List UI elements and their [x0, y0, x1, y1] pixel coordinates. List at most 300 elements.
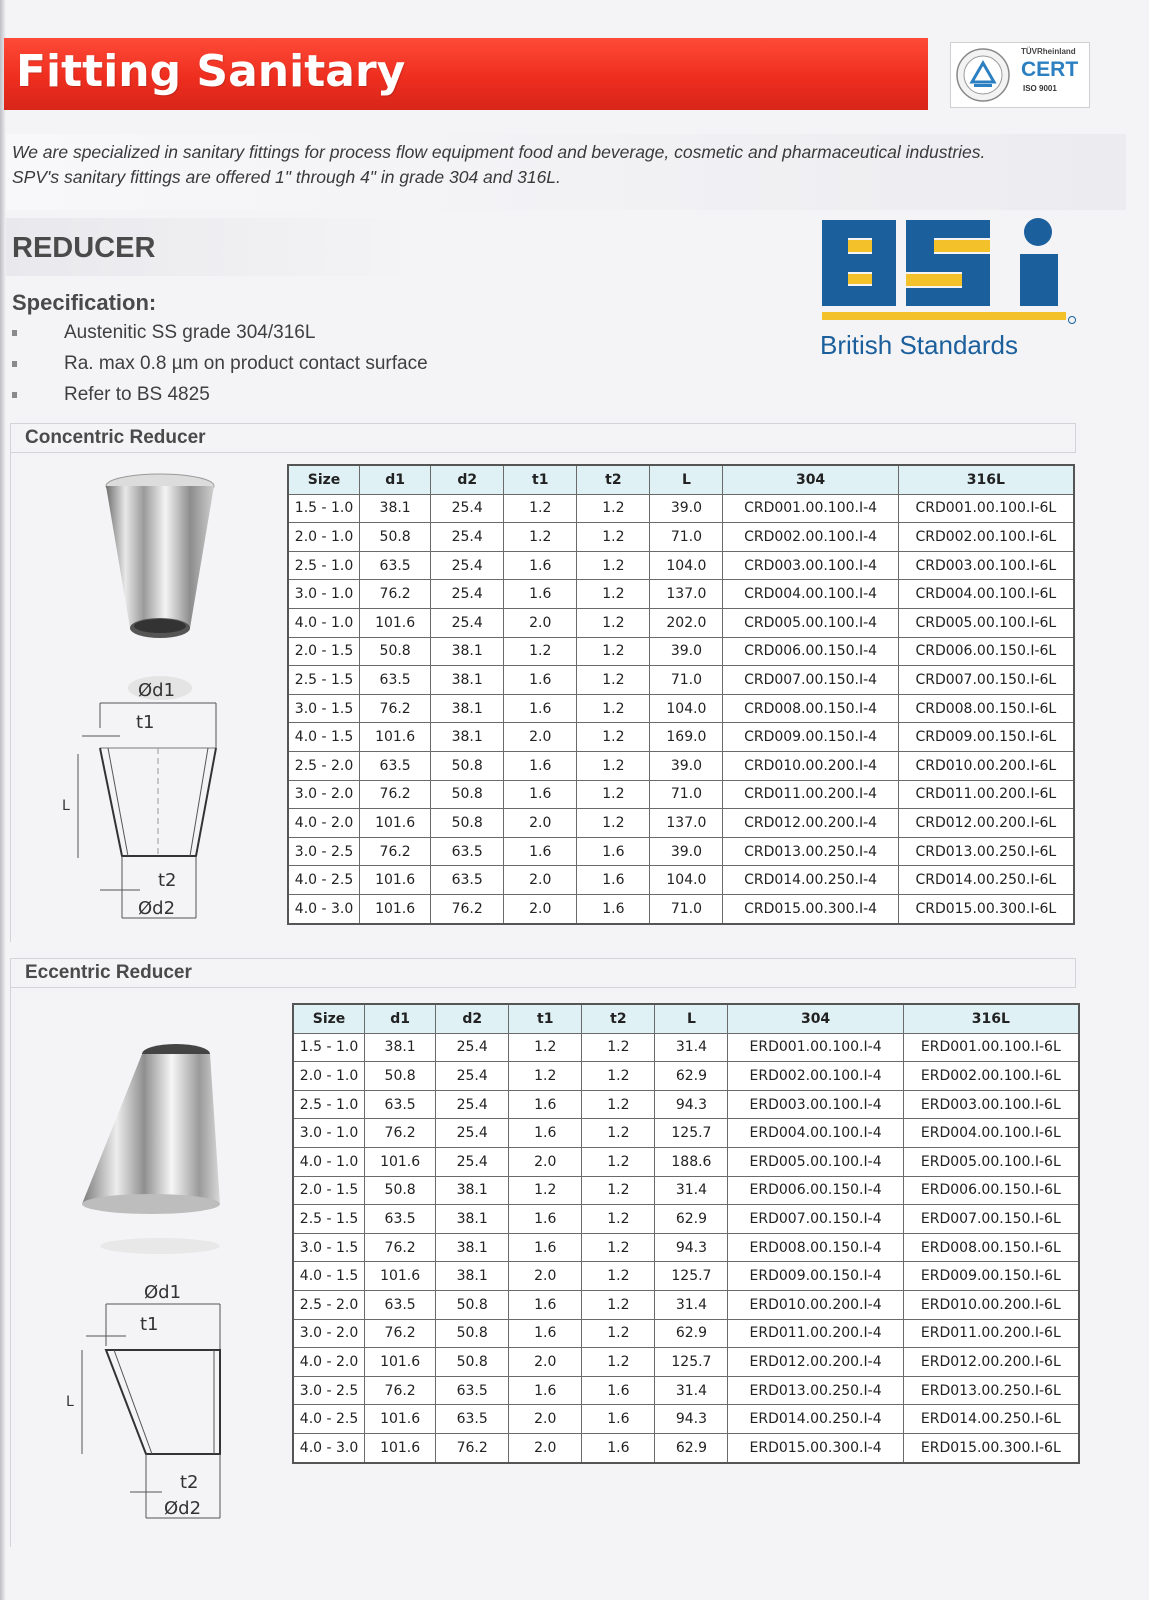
table-cell: 25.4 [436, 1090, 509, 1119]
table-row [288, 551, 1074, 580]
table-cell: 2.0 [509, 1433, 582, 1462]
table-cell: ERD011.00.200.I-4 [728, 1319, 903, 1348]
table-cell: 71.0 [650, 894, 723, 923]
table-cell: ERD012.00.200.I-6L [903, 1348, 1079, 1377]
spec-item-text: Austenitic SS grade 304/316L [64, 322, 316, 343]
col-t1: t1 [509, 1004, 582, 1033]
table-cell: 125.7 [655, 1262, 728, 1291]
concentric-header [10, 423, 1076, 453]
table-cell: 31.4 [655, 1176, 728, 1205]
table-cell: ERD002.00.100.I-6L [903, 1062, 1079, 1091]
table-cell: 2.0 [509, 1405, 582, 1434]
table-cell: 1.2 [582, 1233, 655, 1262]
table-cell: 2.0 [504, 809, 577, 838]
table-cell: 38.1 [360, 494, 431, 523]
table-cell: 1.6 [509, 1376, 582, 1405]
table-cell: 1.6 [504, 551, 577, 580]
concentric-reducer-illustration [60, 458, 260, 928]
table-row [293, 1233, 1079, 1262]
table-cell: ERD009.00.150.I-4 [728, 1262, 903, 1291]
table-cell: 94.3 [655, 1233, 728, 1262]
bullet-icon [12, 361, 17, 367]
page-title: Fitting Sanitary [16, 46, 406, 97]
table-cell: 1.2 [504, 523, 577, 552]
table-cell: 1.2 [504, 637, 577, 666]
table-cell: 31.4 [655, 1290, 728, 1319]
table-cell: 1.2 [509, 1062, 582, 1091]
table-cell: 125.7 [655, 1348, 728, 1377]
table-cell: 2.0 - 1.5 [288, 637, 360, 666]
table-cell: CRD015.00.300.I-4 [723, 894, 898, 923]
table-cell: 63.5 [360, 751, 431, 780]
table-row [293, 1348, 1079, 1377]
table-cell: 3.0 - 1.0 [288, 580, 360, 609]
table-cell: 1.6 [582, 1433, 655, 1462]
table-cell: ERD009.00.150.I-6L [903, 1262, 1079, 1291]
concentric-table-body [288, 494, 1074, 923]
table-cell: CRD003.00.100.I-6L [898, 551, 1074, 580]
table-cell: 1.2 [509, 1033, 582, 1062]
table-cell: 39.0 [650, 751, 723, 780]
table-cell: 1.2 [577, 608, 650, 637]
table-cell: CRD007.00.150.I-4 [723, 666, 898, 695]
table-cell: 62.9 [655, 1062, 728, 1091]
table-cell: 25.4 [431, 551, 504, 580]
table-cell: 2.5 - 1.5 [288, 666, 360, 695]
bsi-logo [820, 216, 1078, 366]
table-cell: 38.1 [436, 1176, 509, 1205]
table-cell: 1.2 [582, 1205, 655, 1234]
table-cell: CRD012.00.200.I-4 [723, 809, 898, 838]
table-cell: 25.4 [436, 1062, 509, 1091]
table-cell: 38.1 [436, 1205, 509, 1234]
bullet-icon [12, 330, 17, 336]
table-cell: 4.0 - 2.0 [288, 809, 360, 838]
eccentric-reducer-illustration [60, 1006, 260, 1526]
cert-word: CERT [1021, 58, 1079, 81]
table-cell: 63.5 [365, 1090, 436, 1119]
table-cell: 94.3 [655, 1090, 728, 1119]
table-cell: 1.6 [509, 1233, 582, 1262]
table-cell: 63.5 [360, 551, 431, 580]
table-cell: 3.0 - 2.5 [293, 1376, 365, 1405]
table-row [293, 1033, 1079, 1062]
col-L: L [655, 1004, 728, 1033]
table-cell: 1.6 [504, 666, 577, 695]
label-d1: Ød1 [138, 680, 176, 701]
spec-item-text: Ra. max 0.8 µm on product contact surface [64, 353, 428, 374]
label-t2: t2 [180, 1472, 199, 1493]
section-border [10, 987, 11, 1547]
table-cell: 1.6 [509, 1090, 582, 1119]
eccentric-photo [82, 1044, 220, 1214]
table-cell: 1.2 [577, 723, 650, 752]
table-row [288, 751, 1074, 780]
col-d2: d2 [431, 465, 504, 494]
table-cell: 1.2 [504, 494, 577, 523]
table-cell: 2.0 [504, 866, 577, 895]
table-cell: 62.9 [655, 1319, 728, 1348]
table-cell: 50.8 [365, 1176, 436, 1205]
table-cell: 71.0 [650, 666, 723, 695]
table-cell: ERD006.00.150.I-6L [903, 1176, 1079, 1205]
table-cell: 2.0 [504, 894, 577, 923]
table-cell: ERD005.00.100.I-6L [903, 1147, 1079, 1176]
table-cell: 39.0 [650, 494, 723, 523]
table-cell: ERD010.00.200.I-4 [728, 1290, 903, 1319]
table-cell: 169.0 [650, 723, 723, 752]
table-cell: 76.2 [360, 780, 431, 809]
table-cell: 137.0 [650, 580, 723, 609]
table-cell: 1.2 [577, 637, 650, 666]
table-cell: 1.6 [582, 1376, 655, 1405]
table-cell: 76.2 [436, 1433, 509, 1462]
table-cell: 101.6 [360, 809, 431, 838]
table-row [288, 866, 1074, 895]
table-cell: 76.2 [365, 1319, 436, 1348]
table-cell: ERD014.00.250.I-6L [903, 1405, 1079, 1434]
table-cell: 71.0 [650, 523, 723, 552]
table-cell: 1.2 [577, 751, 650, 780]
table-cell: 1.6 [577, 866, 650, 895]
table-cell: CRD012.00.200.I-6L [898, 809, 1074, 838]
table-cell: CRD004.00.100.I-4 [723, 580, 898, 609]
table-cell: 125.7 [655, 1119, 728, 1148]
table-cell: 38.1 [431, 637, 504, 666]
table-cell: CRD008.00.150.I-6L [898, 694, 1074, 723]
table-cell: CRD009.00.150.I-4 [723, 723, 898, 752]
table-cell: CRD009.00.150.I-6L [898, 723, 1074, 752]
table-cell: 76.2 [431, 894, 504, 923]
table-cell: 1.2 [577, 666, 650, 695]
label-d2: Ød2 [138, 898, 176, 919]
label-d1: Ød1 [144, 1282, 182, 1303]
label-d2: Ød2 [164, 1498, 202, 1519]
col-size: Size [293, 1004, 365, 1033]
table-cell: 101.6 [360, 608, 431, 637]
cert-iso-text: ISO 9001 [1023, 84, 1057, 93]
label-t2: t2 [158, 870, 177, 891]
table-cell: 1.2 [582, 1319, 655, 1348]
table-cell: ERD014.00.250.I-4 [728, 1405, 903, 1434]
table-cell: 1.2 [577, 809, 650, 838]
table-cell: ERD004.00.100.I-4 [728, 1119, 903, 1148]
spec-item-text: Refer to BS 4825 [64, 384, 210, 405]
table-cell: ERD003.00.100.I-6L [903, 1090, 1079, 1119]
table-cell: 4.0 - 3.0 [293, 1433, 365, 1462]
intro-block [6, 134, 1126, 210]
table-cell: 1.6 [577, 837, 650, 866]
table-cell: ERD015.00.300.I-4 [728, 1433, 903, 1462]
table-row [288, 608, 1074, 637]
table-cell: 1.2 [582, 1062, 655, 1091]
table-cell: 1.6 [509, 1290, 582, 1319]
table-row [293, 1433, 1079, 1462]
table-cell: 63.5 [365, 1290, 436, 1319]
col-t2: t2 [577, 465, 650, 494]
table-row [293, 1262, 1079, 1291]
table-cell: 101.6 [365, 1348, 436, 1377]
table-cell: CRD003.00.100.I-4 [723, 551, 898, 580]
table-cell: 76.2 [360, 837, 431, 866]
table-cell: 38.1 [436, 1262, 509, 1291]
table-cell: 2.0 [509, 1147, 582, 1176]
table-cell: 101.6 [365, 1433, 436, 1462]
table-cell: ERD004.00.100.I-6L [903, 1119, 1079, 1148]
concentric-photo [106, 474, 214, 638]
table-cell: 1.2 [582, 1176, 655, 1205]
table-cell: 1.2 [577, 694, 650, 723]
table-cell: CRD010.00.200.I-6L [898, 751, 1074, 780]
table-cell: 1.6 [577, 894, 650, 923]
table-cell: CRD006.00.150.I-6L [898, 637, 1074, 666]
intro-line-2: SPV's sanitary fittings are offered 1" through 4" in grade 304 and 316L. [12, 167, 561, 187]
table-cell: 2.0 - 1.0 [288, 523, 360, 552]
table-cell: 50.8 [431, 780, 504, 809]
table-cell: 63.5 [436, 1376, 509, 1405]
table-row [293, 1405, 1079, 1434]
table-cell: 94.3 [655, 1405, 728, 1434]
table-cell: 50.8 [360, 637, 431, 666]
table-cell: 1.2 [582, 1290, 655, 1319]
table-cell: ERD015.00.300.I-6L [903, 1433, 1079, 1462]
table-cell: 71.0 [650, 780, 723, 809]
table-cell: ERD006.00.150.I-4 [728, 1176, 903, 1205]
table-cell: 4.0 - 2.5 [293, 1405, 365, 1434]
table-cell: ERD003.00.100.I-4 [728, 1090, 903, 1119]
table-header-row [293, 1004, 1079, 1033]
table-cell: 4.0 - 3.0 [288, 894, 360, 923]
table-cell: 50.8 [436, 1319, 509, 1348]
table-cell: ERD001.00.100.I-6L [903, 1033, 1079, 1062]
table-cell: CRD005.00.100.I-6L [898, 608, 1074, 637]
table-cell: 2.0 [504, 723, 577, 752]
table-cell: 76.2 [360, 580, 431, 609]
table-cell: 4.0 - 1.0 [288, 608, 360, 637]
table-cell: 1.2 [582, 1033, 655, 1062]
table-cell: ERD013.00.250.I-6L [903, 1376, 1079, 1405]
specification-title: Specification: [12, 290, 157, 315]
table-cell: 4.0 - 2.5 [288, 866, 360, 895]
table-cell: ERD010.00.200.I-6L [903, 1290, 1079, 1319]
intro-line-1: We are specialized in sanitary fittings for process flow equipment food and beverage, cosmetic and pharmaceutical industries. [12, 142, 986, 162]
table-cell: 31.4 [655, 1376, 728, 1405]
table-cell: CRD001.00.100.I-6L [898, 494, 1074, 523]
table-cell: 104.0 [650, 551, 723, 580]
col-t2: t2 [582, 1004, 655, 1033]
table-row [288, 780, 1074, 809]
table-cell: 202.0 [650, 608, 723, 637]
table-row [288, 580, 1074, 609]
table-cell: 50.8 [431, 751, 504, 780]
table-cell: 50.8 [436, 1290, 509, 1319]
table-cell: 62.9 [655, 1205, 728, 1234]
table-cell: 1.2 [577, 494, 650, 523]
table-cell: CRD014.00.250.I-6L [898, 866, 1074, 895]
table-cell: 76.2 [365, 1119, 436, 1148]
table-cell: 4.0 - 2.0 [293, 1348, 365, 1377]
table-cell: 101.6 [360, 723, 431, 752]
table-cell: CRD013.00.250.I-6L [898, 837, 1074, 866]
col-304: 304 [728, 1004, 903, 1033]
table-row [293, 1176, 1079, 1205]
table-cell: CRD001.00.100.I-4 [723, 494, 898, 523]
table-cell: 4.0 - 1.0 [293, 1147, 365, 1176]
table-cell: 2.5 - 1.0 [288, 551, 360, 580]
table-cell: 63.5 [431, 837, 504, 866]
bullet-icon [12, 392, 17, 398]
table-cell: ERD007.00.150.I-6L [903, 1205, 1079, 1234]
table-cell: 63.5 [431, 866, 504, 895]
table-cell: 101.6 [360, 866, 431, 895]
table-cell: ERD012.00.200.I-4 [728, 1348, 903, 1377]
table-cell: 1.2 [582, 1348, 655, 1377]
table-cell: CRD010.00.200.I-4 [723, 751, 898, 780]
table-cell: CRD013.00.250.I-4 [723, 837, 898, 866]
table-cell: CRD015.00.300.I-6L [898, 894, 1074, 923]
table-cell: 39.0 [650, 637, 723, 666]
table-cell: 1.5 - 1.0 [288, 494, 360, 523]
table-cell: 1.2 [582, 1090, 655, 1119]
table-cell: 4.0 - 1.5 [288, 723, 360, 752]
table-cell: 38.1 [431, 694, 504, 723]
label-L: L [66, 1394, 74, 1410]
table-cell: 2.5 - 1.5 [293, 1205, 365, 1234]
col-d1: d1 [360, 465, 431, 494]
table-cell: 62.9 [655, 1433, 728, 1462]
table-cell: ERD011.00.200.I-6L [903, 1319, 1079, 1348]
table-cell: ERD005.00.100.I-4 [728, 1147, 903, 1176]
table-row [293, 1119, 1079, 1148]
table-cell: 50.8 [436, 1348, 509, 1377]
table-row [293, 1376, 1079, 1405]
table-cell: 25.4 [431, 580, 504, 609]
table-cell: 1.6 [504, 580, 577, 609]
table-cell: 50.8 [365, 1062, 436, 1091]
table-cell: 1.2 [509, 1176, 582, 1205]
col-size: Size [288, 465, 360, 494]
table-cell: 1.2 [582, 1119, 655, 1148]
table-row [288, 523, 1074, 552]
table-cell: CRD004.00.100.I-6L [898, 580, 1074, 609]
table-cell: CRD005.00.100.I-4 [723, 608, 898, 637]
table-cell: ERD008.00.150.I-4 [728, 1233, 903, 1262]
col-L: L [650, 465, 723, 494]
table-row [288, 494, 1074, 523]
bsi-name: British Standards [820, 330, 1018, 360]
tuv-seal-icon [955, 47, 1011, 103]
table-row [288, 837, 1074, 866]
table-header-row [288, 465, 1074, 494]
table-cell: ERD013.00.250.I-4 [728, 1376, 903, 1405]
table-cell: CRD014.00.250.I-4 [723, 866, 898, 895]
label-t1: t1 [140, 1314, 159, 1335]
table-cell: 2.0 [504, 608, 577, 637]
table-cell: 1.2 [577, 523, 650, 552]
table-cell: CRD007.00.150.I-6L [898, 666, 1074, 695]
table-cell: 38.1 [365, 1033, 436, 1062]
table-cell: ERD008.00.150.I-6L [903, 1233, 1079, 1262]
table-cell: 76.2 [360, 694, 431, 723]
eccentric-table [292, 1003, 1080, 1464]
table-cell: 2.5 - 2.0 [293, 1290, 365, 1319]
table-cell: CRD008.00.150.I-4 [723, 694, 898, 723]
table-cell: 2.0 [509, 1262, 582, 1291]
table-cell: 63.5 [360, 666, 431, 695]
cert-tuv-text: TÜVRheinland [1021, 47, 1076, 56]
table-cell: 101.6 [360, 894, 431, 923]
certification-logo [950, 42, 1090, 108]
table-cell: 1.6 [504, 751, 577, 780]
table-cell: 25.4 [431, 523, 504, 552]
table-cell: CRD006.00.150.I-4 [723, 637, 898, 666]
eccentric-header [10, 958, 1076, 988]
table-row [288, 637, 1074, 666]
table-row [288, 894, 1074, 923]
table-cell: 101.6 [365, 1405, 436, 1434]
table-cell: 38.1 [436, 1233, 509, 1262]
table-row [288, 694, 1074, 723]
section-title: REDUCER [12, 232, 156, 264]
table-cell: 137.0 [650, 809, 723, 838]
table-cell: 3.0 - 2.5 [288, 837, 360, 866]
eccentric-title: Eccentric Reducer [25, 962, 192, 983]
table-cell: 50.8 [360, 523, 431, 552]
table-cell: 2.5 - 2.0 [288, 751, 360, 780]
table-cell: 104.0 [650, 866, 723, 895]
table-cell: 25.4 [431, 494, 504, 523]
table-row [293, 1205, 1079, 1234]
table-cell: 38.1 [431, 666, 504, 695]
table-cell: 4.0 - 1.5 [293, 1262, 365, 1291]
table-cell: 1.6 [504, 837, 577, 866]
table-row [293, 1090, 1079, 1119]
label-t1: t1 [136, 712, 155, 733]
table-cell: CRD011.00.200.I-4 [723, 780, 898, 809]
table-cell: 25.4 [431, 608, 504, 637]
label-L: L [62, 798, 70, 814]
table-cell: 1.6 [582, 1405, 655, 1434]
table-cell: ERD002.00.100.I-4 [728, 1062, 903, 1091]
table-cell: 1.5 - 1.0 [293, 1033, 365, 1062]
table-cell: ERD007.00.150.I-4 [728, 1205, 903, 1234]
table-cell: 2.5 - 1.0 [293, 1090, 365, 1119]
col-304: 304 [723, 465, 898, 494]
table-cell: 1.2 [577, 780, 650, 809]
table-cell: ERD001.00.100.I-4 [728, 1033, 903, 1062]
table-cell: 63.5 [365, 1205, 436, 1234]
table-row [293, 1290, 1079, 1319]
table-cell: 25.4 [436, 1119, 509, 1148]
table-cell: 31.4 [655, 1033, 728, 1062]
bsi-mark-icon [820, 216, 1078, 328]
table-cell: 1.6 [504, 780, 577, 809]
col-316L: 316L [903, 1004, 1079, 1033]
table-cell: 3.0 - 2.0 [293, 1319, 365, 1348]
table-row [293, 1062, 1079, 1091]
table-cell: 2.0 - 1.0 [293, 1062, 365, 1091]
title-banner [4, 38, 928, 110]
col-d1: d1 [365, 1004, 436, 1033]
table-row [293, 1147, 1079, 1176]
section-border [10, 452, 11, 942]
table-row [288, 809, 1074, 838]
eccentric-table-body [293, 1033, 1079, 1462]
table-cell: 3.0 - 1.5 [293, 1233, 365, 1262]
table-cell: 50.8 [431, 809, 504, 838]
table-cell: 76.2 [365, 1376, 436, 1405]
concentric-table [287, 464, 1075, 925]
